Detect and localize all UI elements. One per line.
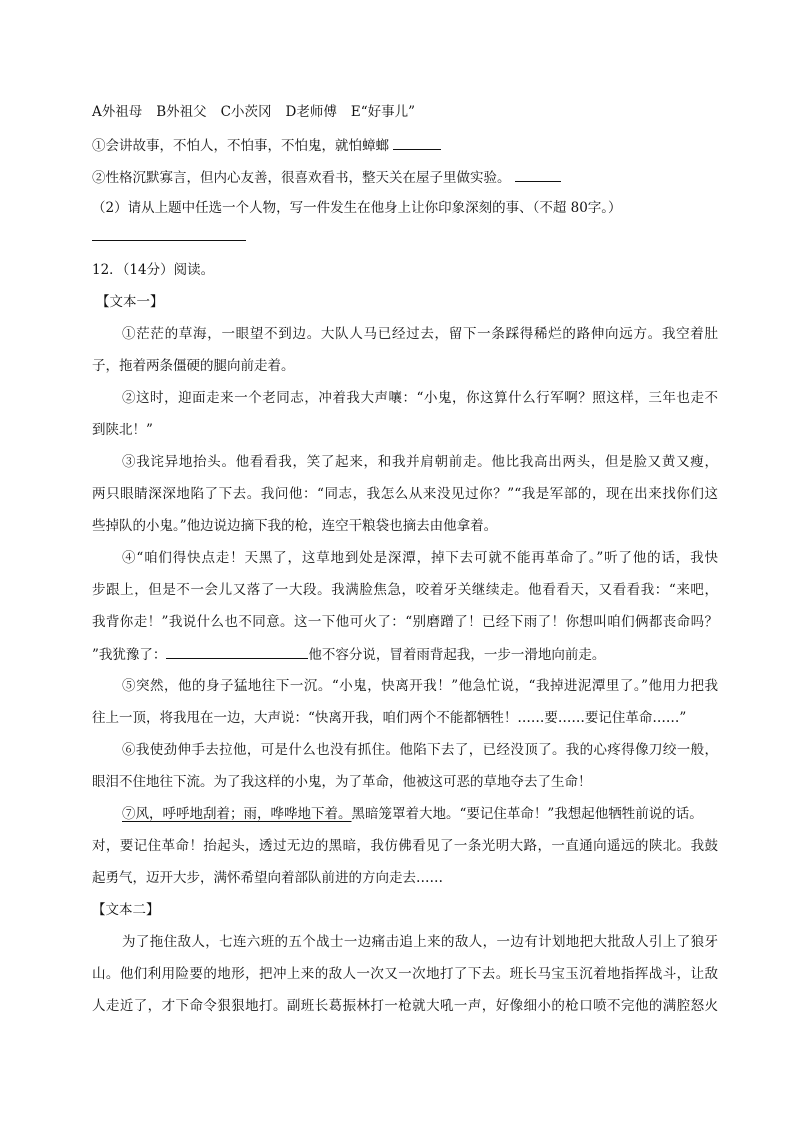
underlined-sentence: ⑦风，呼呼地刮着；雨，哗哗地下着。 — [122, 806, 352, 822]
question-item-1-text: ①会讲故事，不怕人，不怕事，不怕鬼，就怕蟑螂 — [92, 138, 389, 154]
option-d: D老师傅 — [285, 104, 337, 120]
paragraph-line: 往上一顶，将我甩在一边，大声说：“快离开我，咱们两个不能都牺牲！……要……要记住革命……” — [92, 710, 687, 726]
option-a: A外祖母 — [92, 104, 143, 120]
text-two-heading: 【文本二】 — [92, 902, 160, 918]
question-item-2-text: ②性格沉默寡言，但内心友善，很喜欢看书，整天关在屋子里做实验。 — [92, 170, 511, 186]
paragraph-line: 眼泪不住地往下流。为了我这样的小鬼，为了革命，他被这可恶的草地夺去了生命！ — [92, 774, 592, 790]
paragraph-line: 对，要记住革命！抬起头，透过无边的黑暗，我仿佛看见了一条光明大路，一直通向遥远的陕北。我鼓 — [92, 838, 718, 854]
option-c: C小茨冈 — [220, 104, 272, 120]
question-item-2 — [92, 167, 561, 188]
question-12-title: 12．（14分）阅读。 — [92, 262, 215, 278]
paragraph-line: ⑤突然，他的身子猛地往下一沉。“小鬼，快离开我！”他急忙说，“我掉进泥潭里了。”他用力把我 — [122, 678, 718, 694]
answer-options — [92, 102, 415, 122]
paragraph-line: ”我犹豫了： 他不容分说，冒着雨背起我，一步一滑地向前走。 — [92, 644, 605, 665]
paragraph-line: ⑦风，呼呼地刮着；雨，哗哗地下着。黑暗笼罩着大地。“要记住革命！”我想起他牺牲前说的话。 — [122, 806, 703, 822]
paragraph-line: 起勇气，迈开大步，满怀希望向着部队前进的方向走去…… — [92, 870, 443, 886]
question-item-1 — [92, 135, 441, 156]
paragraph-line: 到陕北！” — [92, 422, 153, 438]
paragraph-line: ①茫茫的草海，一眼望不到边。大队人马已经过去，留下一条踩得稀烂的路伸向远方。我空着肚 — [122, 326, 718, 342]
paragraph-line: ③我诧异地抬头。他看看我，笑了起来，和我并肩朝前走。他比我高出两头，但是脸又黄又瘦， — [122, 454, 718, 470]
paragraph-line: 些掉队的小鬼。”他边说边摘下我的枪，连空干粮袋也摘去由他拿着。 — [92, 518, 498, 534]
paragraph-line: 人走近了，才下命令狠狠地打。副班长葛振林打一枪就大吼一声，好像细小的枪口喷不完他的满腔怒火 — [92, 998, 718, 1014]
paragraph-line: ④“咱们得快点走！天黑了，这草地到处是深潭，掉下去可就不能再革命了。”听了他的话，我快 — [122, 550, 718, 566]
paragraph-line: 子，拖着两条僵硬的腿向前走着。 — [92, 358, 295, 374]
question-2-prompt: （2）请从上题中任选一个人物，写一件发生在他身上让你印象深刻的事、（不超 80字。） — [92, 200, 622, 216]
paragraph-line: 为了拖住敌人，七连六班的五个战士一边痛击追上来的敌人，一边有计划地把大批敌人引上了狼牙 — [122, 934, 718, 950]
option-e: E“好事儿” — [350, 104, 416, 120]
paragraph-line: ②这时，迎面走来一个老同志，冲着我大声嚷：“小鬼，你这算什么行军啊？照这样，三年也走不 — [122, 390, 718, 406]
paragraph-line: 两只眼睛深深地陷了下去。我问他：“同志，我怎么从来没见过你？”“我是军部的，现在出来找你们这 — [92, 486, 718, 502]
paragraph-line: ⑥我使劲伸手去拉他，可是什么也没有抓住。他陷下去了，已经没顶了。我的心疼得像刀绞一般， — [122, 742, 718, 758]
paragraph-line: 山。他们利用险要的地形，把冲上来的敌人一次又一次地打了下去。班长马宝玉沉着地指挥战斗，让敌 — [92, 966, 718, 982]
answer-blank-1[interactable] — [393, 135, 441, 150]
fill-in-blank[interactable] — [166, 644, 308, 659]
text-one-heading: 【文本一】 — [96, 294, 164, 310]
paragraph-line: 我背你走！”我说什么也不同意。这一下他可火了：“别磨蹭了！已经下雨了！你想叫咱们俩都丧命吗？ — [92, 614, 718, 630]
paragraph-line: 步跟上，但是不一会儿又落了一大段。我满脸焦急，咬着牙关继续走。他看看天，又看看我：“来吧， — [92, 582, 718, 598]
option-b: B外祖父 — [156, 104, 207, 120]
answer-line-q2[interactable] — [92, 226, 246, 247]
answer-blank-2[interactable] — [515, 167, 561, 182]
